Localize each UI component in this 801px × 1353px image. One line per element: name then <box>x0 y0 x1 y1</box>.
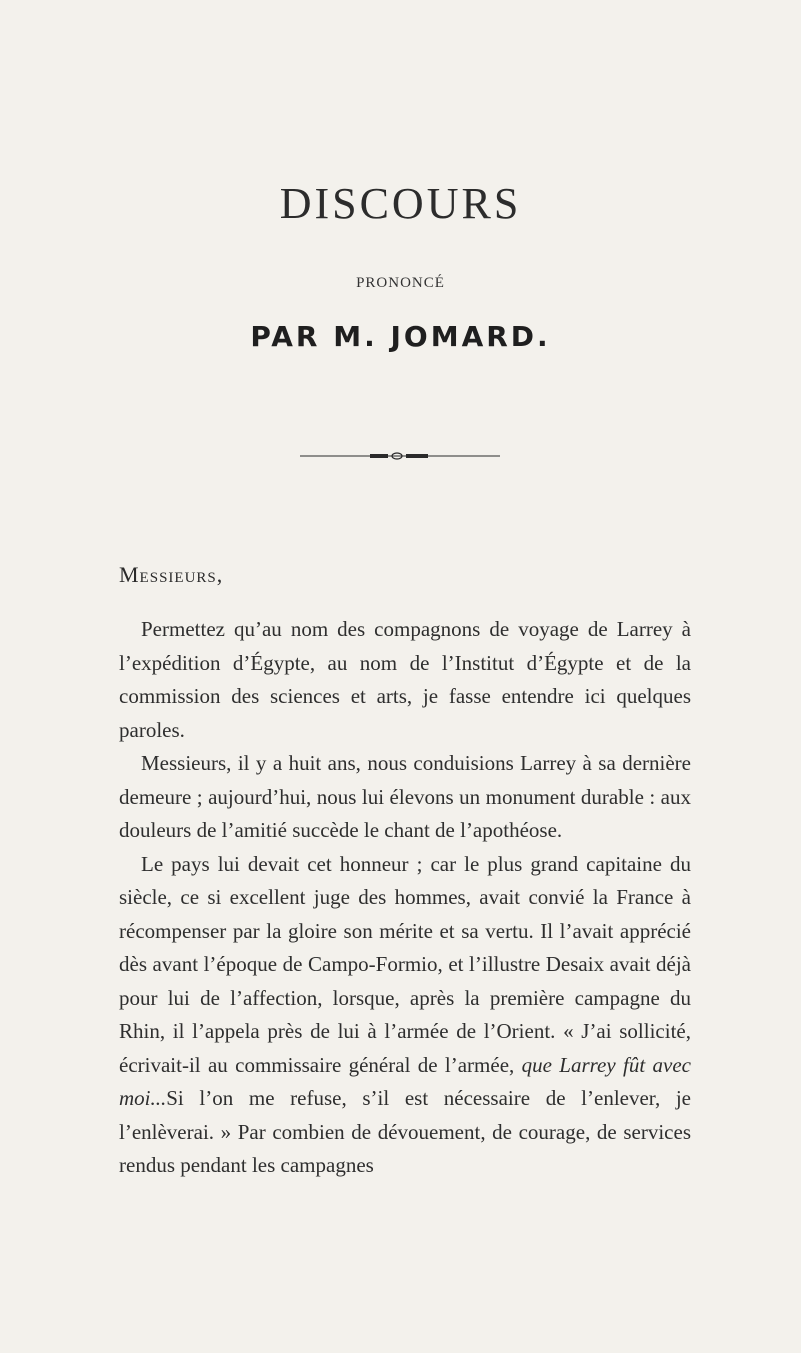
paragraph-text: Le pays lui devait cet honneur ; car le plus grand capitaine du siècle, ce si excellent juge des hommes, avait convié la France à récompenser par la gloire son mérite et sa vertu. Il l’avait apprécié dès avant l’époque de Campo-Formio, et l’illustre Desaix avait déjà pour lui de l’affection, lorsque, après la première campagne du Rhin, il l’appela près de lui à l’armée de l’Orient. « J’ai sollicité, écrivait-il au commissaire général de l’armée, <box>119 851 691 1077</box>
page-title: DISCOURS <box>279 179 522 228</box>
author-line: PAR M. JOMARD. <box>250 320 551 353</box>
page-subtitle: PRONONCÉ <box>356 275 445 291</box>
salutation: Messieurs, <box>119 562 224 587</box>
paragraph <box>119 848 691 1183</box>
ornament-divider <box>300 452 500 460</box>
quoted-italic-text: que Larrey fût avec moi... <box>119 1052 691 1110</box>
body-text <box>119 613 691 1183</box>
paragraph: Messieurs, il y a huit ans, nous conduisions Larrey à sa dernière demeure ; aujourd’hui, nous lui élevons un monument durable : aux douleurs de l’amitié succède le chant de l’apothéose. <box>119 751 691 842</box>
paragraph: Permettez qu’au nom des compagnons de voyage de Larrey à l’expédition d’Égypte, au nom de l’Institut d’Égypte et de la commission des sciences et arts, je fasse entendre ici quelques paroles. <box>119 617 691 742</box>
paragraph-text: Si l’on me refuse, s’il est nécessaire de l’enlever, je l’enlèverai. » Par combien de dévouement, de courage, de services rendus pendant les campagnes <box>119 1086 691 1177</box>
